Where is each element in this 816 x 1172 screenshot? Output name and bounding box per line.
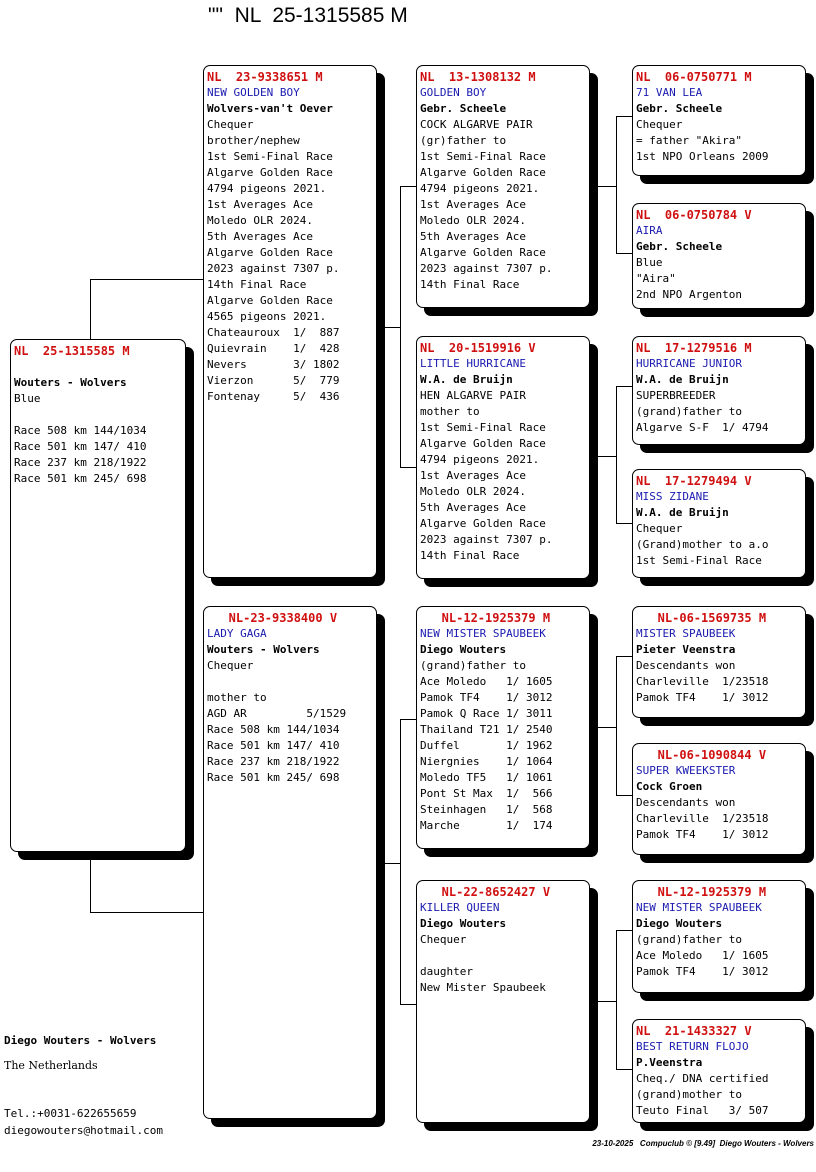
pedigree-card-subject	[10, 339, 186, 852]
ring-number: NL-06-1090844 V	[636, 748, 767, 762]
connector-line	[596, 727, 617, 728]
owner-name: Diego Wouters	[420, 917, 507, 930]
owner-name: Gebr. Scheele	[420, 102, 507, 115]
info-line: Thailand T21 1/ 2540	[420, 723, 553, 736]
connector-line	[616, 1069, 633, 1070]
info-line: Algarve Golden Race	[420, 437, 546, 450]
info-line: "Aira"	[636, 272, 676, 285]
owner-name: W.A. de Bruijn	[636, 506, 729, 519]
info-line: Ace Moledo 1/ 1605	[420, 675, 553, 688]
info-line: Chequer	[636, 522, 683, 535]
info-line: 14th Final Race	[420, 278, 520, 291]
pigeon-name: NEW MISTER SPAUBEEK	[420, 627, 546, 640]
info-line: Algarve S-F 1/ 4794	[636, 421, 769, 434]
breeder-name: Diego Wouters - Wolvers	[4, 1034, 157, 1047]
ring-number: NL-12-1925379 M	[420, 611, 551, 625]
owner-name: W.A. de Bruijn	[636, 373, 729, 386]
pigeon-name: HURRICANE JUNIOR	[636, 357, 742, 370]
info-line: (Grand)mother to a.o	[636, 538, 769, 551]
info-line: 14th Final Race	[207, 278, 307, 291]
info-line: 4565 pigeons 2021.	[207, 310, 327, 323]
pigeon-name: LADY GAGA	[207, 627, 267, 640]
pedigree-card-fmf	[632, 336, 806, 445]
info-line: 1st Semi-Final Race	[420, 150, 546, 163]
owner-name: Pieter Veenstra	[636, 643, 736, 656]
info-line: Race 508 km 144/1034	[14, 424, 147, 437]
software-credit: 23-10-2025 Compuclub © [9.49] Diego Wouters - Wolvers	[592, 1139, 814, 1148]
owner-name: W.A. de Bruijn	[420, 373, 513, 386]
info-line: Pamok TF4 1/ 3012	[636, 965, 769, 978]
page-title: "" NL 25-1315585 M	[208, 4, 408, 27]
info-line: Race 237 km 218/1922	[14, 456, 147, 469]
breeder-country: The Netherlands	[4, 1059, 98, 1072]
pigeon-name: MISS ZIDANE	[636, 490, 709, 503]
pedigree-card-ffm	[632, 203, 806, 309]
pedigree-card-sire-dam	[416, 336, 590, 579]
info-line: 4794 pigeons 2021.	[207, 182, 327, 195]
connector-line	[616, 386, 633, 387]
pedigree-card-fff	[632, 65, 806, 176]
info-line: 2nd NPO Argenton	[636, 288, 742, 301]
connector-line	[616, 930, 633, 931]
info-line: Race 237 km 218/1922	[207, 755, 340, 768]
info-line: 5th Averages Ace	[420, 230, 526, 243]
connector-line	[376, 327, 401, 328]
pedigree-card-mother	[203, 606, 377, 1119]
pigeon-name: LITTLE HURRICANE	[420, 357, 526, 370]
pigeon-name: GOLDEN BOY	[420, 86, 487, 99]
info-line: Algarve Golden Race	[420, 246, 546, 259]
info-line: Blue	[14, 392, 41, 405]
info-line: Quievrain 1/ 428	[207, 342, 340, 355]
info-line: 1st Semi-Final Race	[636, 554, 762, 567]
pedigree-card-mmm	[632, 1019, 806, 1123]
info-line	[207, 674, 376, 690]
owner-name: Wouters - Wolvers	[14, 376, 127, 389]
info-line: = father "Akira"	[636, 134, 742, 147]
info-line: Pamok Q Race 1/ 3011	[420, 707, 553, 720]
connector-line	[400, 719, 417, 720]
info-line: 14th Final Race	[420, 549, 520, 562]
info-line: Marche 1/ 174	[420, 819, 553, 832]
pigeon-name: NEW GOLDEN BOY	[207, 86, 300, 99]
connector-line	[400, 1004, 417, 1005]
connector-line	[90, 852, 91, 913]
info-line: Vierzon 5/ 779	[207, 374, 340, 387]
info-line: daughter	[420, 965, 473, 978]
ring-number: NL 13-1308132 M	[420, 70, 536, 84]
info-line: Race 501 km 245/ 698	[14, 472, 147, 485]
connector-line	[616, 253, 633, 254]
breeder-phone: Tel.:+0031-622655659	[4, 1107, 137, 1120]
ring-number: NL 21-1433327 V	[636, 1024, 752, 1038]
connector-line	[596, 186, 617, 187]
info-line: Moledo OLR 2024.	[420, 214, 526, 227]
owner-name: Wouters - Wolvers	[207, 643, 320, 656]
info-line: Algarve Golden Race	[207, 166, 333, 179]
ring-number: NL-12-1925379 M	[636, 885, 767, 899]
ring-number: NL 25-1315585 M	[14, 344, 130, 358]
ring-number: NL-23-9338400 V	[207, 611, 338, 625]
owner-name: P.Veenstra	[636, 1056, 703, 1069]
owner-name: Diego Wouters	[636, 917, 723, 930]
info-line: Niergnies 1/ 1064	[420, 755, 553, 768]
info-line: Charleville 1/23518	[636, 675, 769, 688]
pigeon-name: MISTER SPAUBEEK	[636, 627, 736, 640]
info-line: Race 501 km 245/ 698	[207, 771, 340, 784]
owner-name: Gebr. Scheele	[636, 240, 723, 253]
info-line: Race 508 km 144/1034	[207, 723, 340, 736]
pedigree-card-father	[203, 65, 377, 578]
info-line: (grand)mother to	[636, 1088, 742, 1101]
info-line: mother to	[207, 691, 267, 704]
pedigree-card-mff	[632, 606, 806, 718]
info-line: 5th Averages Ace	[420, 501, 526, 514]
info-line: 4794 pigeons 2021.	[420, 182, 540, 195]
connector-line	[400, 467, 417, 468]
ring-number: NL 20-1519916 V	[420, 341, 536, 355]
info-line: 1st Averages Ace	[207, 198, 313, 211]
ring-number: NL 17-1279494 V	[636, 474, 752, 488]
info-line: Blue	[636, 256, 663, 269]
info-line: Algarve Golden Race	[420, 517, 546, 530]
info-line: Duffel 1/ 1962	[420, 739, 553, 752]
pigeon-name	[14, 359, 185, 375]
pigeon-name: NEW MISTER SPAUBEEK	[636, 901, 762, 914]
connector-line	[90, 279, 91, 340]
ring-number: NL 23-9338651 M	[207, 70, 323, 84]
info-line: Chequer	[207, 118, 254, 131]
info-line: (grand)father to	[636, 405, 742, 418]
connector-line	[400, 719, 401, 1005]
info-line: 1st Semi-Final Race	[420, 421, 546, 434]
connector-line	[400, 186, 401, 468]
connector-line	[616, 656, 617, 796]
ring-number: NL 06-0750784 V	[636, 208, 752, 222]
connector-line	[616, 116, 633, 117]
connector-line	[616, 930, 617, 1070]
info-line: Moledo TF5 1/ 1061	[420, 771, 553, 784]
owner-name: Cock Groen	[636, 780, 703, 793]
info-line: Pamok TF4 1/ 3012	[636, 828, 769, 841]
info-line: Algarve Golden Race	[207, 294, 333, 307]
info-line: Algarve Golden Race	[207, 246, 333, 259]
info-line	[420, 948, 589, 964]
info-line: Pamok TF4 1/ 3012	[420, 691, 553, 704]
connector-line	[616, 523, 633, 524]
info-line: 1st Semi-Final Race	[207, 150, 333, 163]
owner-name: Wolvers-van't Oever	[207, 102, 333, 115]
info-line: Pont St Max 1/ 566	[420, 787, 553, 800]
connector-line	[90, 279, 204, 280]
info-line: Algarve Golden Race	[420, 166, 546, 179]
pedigree-card-fmm	[632, 469, 806, 578]
info-line: Chequer	[207, 659, 254, 672]
connector-line	[376, 863, 401, 864]
pedigree-card-sire-sire	[416, 65, 590, 308]
info-line: 4794 pigeons 2021.	[420, 453, 540, 466]
pigeon-name: AIRA	[636, 224, 663, 237]
info-line: (gr)father to	[420, 134, 507, 147]
info-line: (grand)father to	[636, 933, 742, 946]
connector-line	[596, 456, 617, 457]
info-line: 2023 against 7307 p.	[207, 262, 340, 275]
info-line: SUPERBREEDER	[636, 389, 716, 402]
ring-number: NL 06-0750771 M	[636, 70, 752, 84]
info-line: 1st NPO Orleans 2009	[636, 150, 769, 163]
info-line: Descendants won	[636, 796, 736, 809]
info-line: COCK ALGARVE PAIR	[420, 118, 533, 131]
info-line: Ace Moledo 1/ 1605	[636, 949, 769, 962]
breeder-email[interactable]: diegowouters@hotmail.com	[4, 1124, 163, 1137]
info-line: Chequer	[420, 933, 467, 946]
connector-line	[90, 912, 204, 913]
info-line: Moledo OLR 2024.	[207, 214, 313, 227]
connector-line	[400, 186, 417, 187]
info-line: 5th Averages Ace	[207, 230, 313, 243]
info-line: 2023 against 7307 p.	[420, 533, 553, 546]
info-line: 1st Averages Ace	[420, 198, 526, 211]
connector-line	[616, 386, 617, 524]
info-line: Pamok TF4 1/ 3012	[636, 691, 769, 704]
info-line: New Mister Spaubeek	[420, 981, 546, 994]
info-line: Cheq./ DNA certified	[636, 1072, 769, 1085]
info-line: 1st Averages Ace	[420, 469, 526, 482]
pigeon-name: 71 VAN LEA	[636, 86, 703, 99]
info-line: Moledo OLR 2024.	[420, 485, 526, 498]
pigeon-name: KILLER QUEEN	[420, 901, 500, 914]
info-line: 2023 against 7307 p.	[420, 262, 553, 275]
connector-line	[616, 795, 633, 796]
info-line: mother to	[420, 405, 480, 418]
connector-line	[596, 1001, 617, 1002]
info-line	[14, 407, 185, 423]
info-line: Race 501 km 147/ 410	[207, 739, 340, 752]
pigeon-name: SUPER KWEEKSTER	[636, 764, 736, 777]
info-line: Descendants won	[636, 659, 736, 672]
info-line: Fontenay 5/ 436	[207, 390, 340, 403]
info-line: Chequer	[636, 118, 683, 131]
info-line: (grand)father to	[420, 659, 526, 672]
ring-number: NL-22-8652427 V	[420, 885, 551, 899]
info-line: Charleville 1/23518	[636, 812, 769, 825]
info-line: Race 501 km 147/ 410	[14, 440, 147, 453]
owner-name: Diego Wouters	[420, 643, 507, 656]
connector-line	[616, 656, 633, 657]
info-line: Chateauroux 1/ 887	[207, 326, 340, 339]
info-line: brother/nephew	[207, 134, 300, 147]
connector-line	[616, 116, 617, 254]
ring-number: NL-06-1569735 M	[636, 611, 767, 625]
pedigree-card-mfm	[632, 743, 806, 855]
info-line: Teuto Final 3/ 507	[636, 1104, 769, 1117]
pedigree-card-dam-sire	[416, 606, 590, 849]
pedigree-card-dam-dam	[416, 880, 590, 1123]
ring-number: NL 17-1279516 M	[636, 341, 752, 355]
info-line: HEN ALGARVE PAIR	[420, 389, 526, 402]
info-line: Nevers 3/ 1802	[207, 358, 340, 371]
info-line: Steinhagen 1/ 568	[420, 803, 553, 816]
pigeon-name: BEST RETURN FLOJO	[636, 1040, 749, 1053]
owner-name: Gebr. Scheele	[636, 102, 723, 115]
pedigree-card-mmf	[632, 880, 806, 993]
info-line: AGD AR 5/1529	[207, 707, 347, 720]
